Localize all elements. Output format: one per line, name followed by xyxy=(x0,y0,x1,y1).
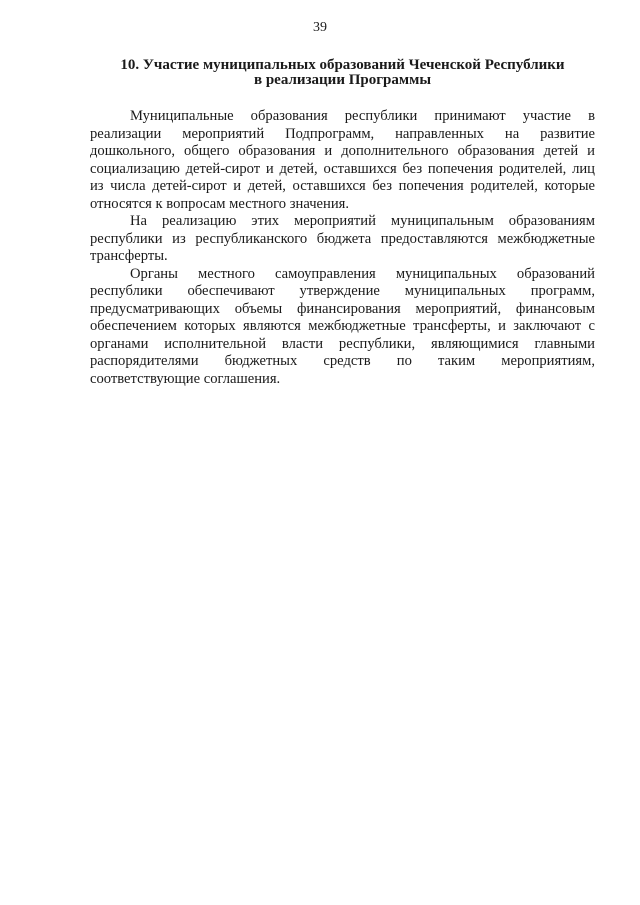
paragraph-2: На реализацию этих мероприятий муниципальным образованиям республики из республиканского бюджета предоставляются межбюджетные трансферты. xyxy=(90,213,595,264)
section-heading-line-2: в реализации Программы xyxy=(253,72,432,88)
page-number: 39 xyxy=(313,20,327,35)
section-heading xyxy=(90,58,595,88)
paragraph-3: Органы местного самоуправления муниципальных образований республики обеспечивают утверждение муниципальных программ, предусматривающих объемы финансирования мероприятий, финансовым обеспечением которых являются межбюджетные трансферты, и заключают с органами исполнительной власти республики, являющимися главными распорядителями бюджетных средств по таким мероприятиям, соответствующие соглашения. xyxy=(90,265,595,387)
paragraph-1: Муниципальные образования республики принимают участие в реализации мероприятий Подпрограмм, направленных на развитие дошкольного, общего образования и дополнительного образования детей и социализацию детей-сирот и детей, оставшихся без попечения родителей, лиц из числа детей-сирот и детей, оставшихся без попечения родителей, которые относятся к вопросам местного значения. xyxy=(90,108,595,212)
body-text xyxy=(90,108,595,388)
section-heading-line-1: 10. Участие муниципальных образований Чеченской Республики xyxy=(120,57,565,73)
